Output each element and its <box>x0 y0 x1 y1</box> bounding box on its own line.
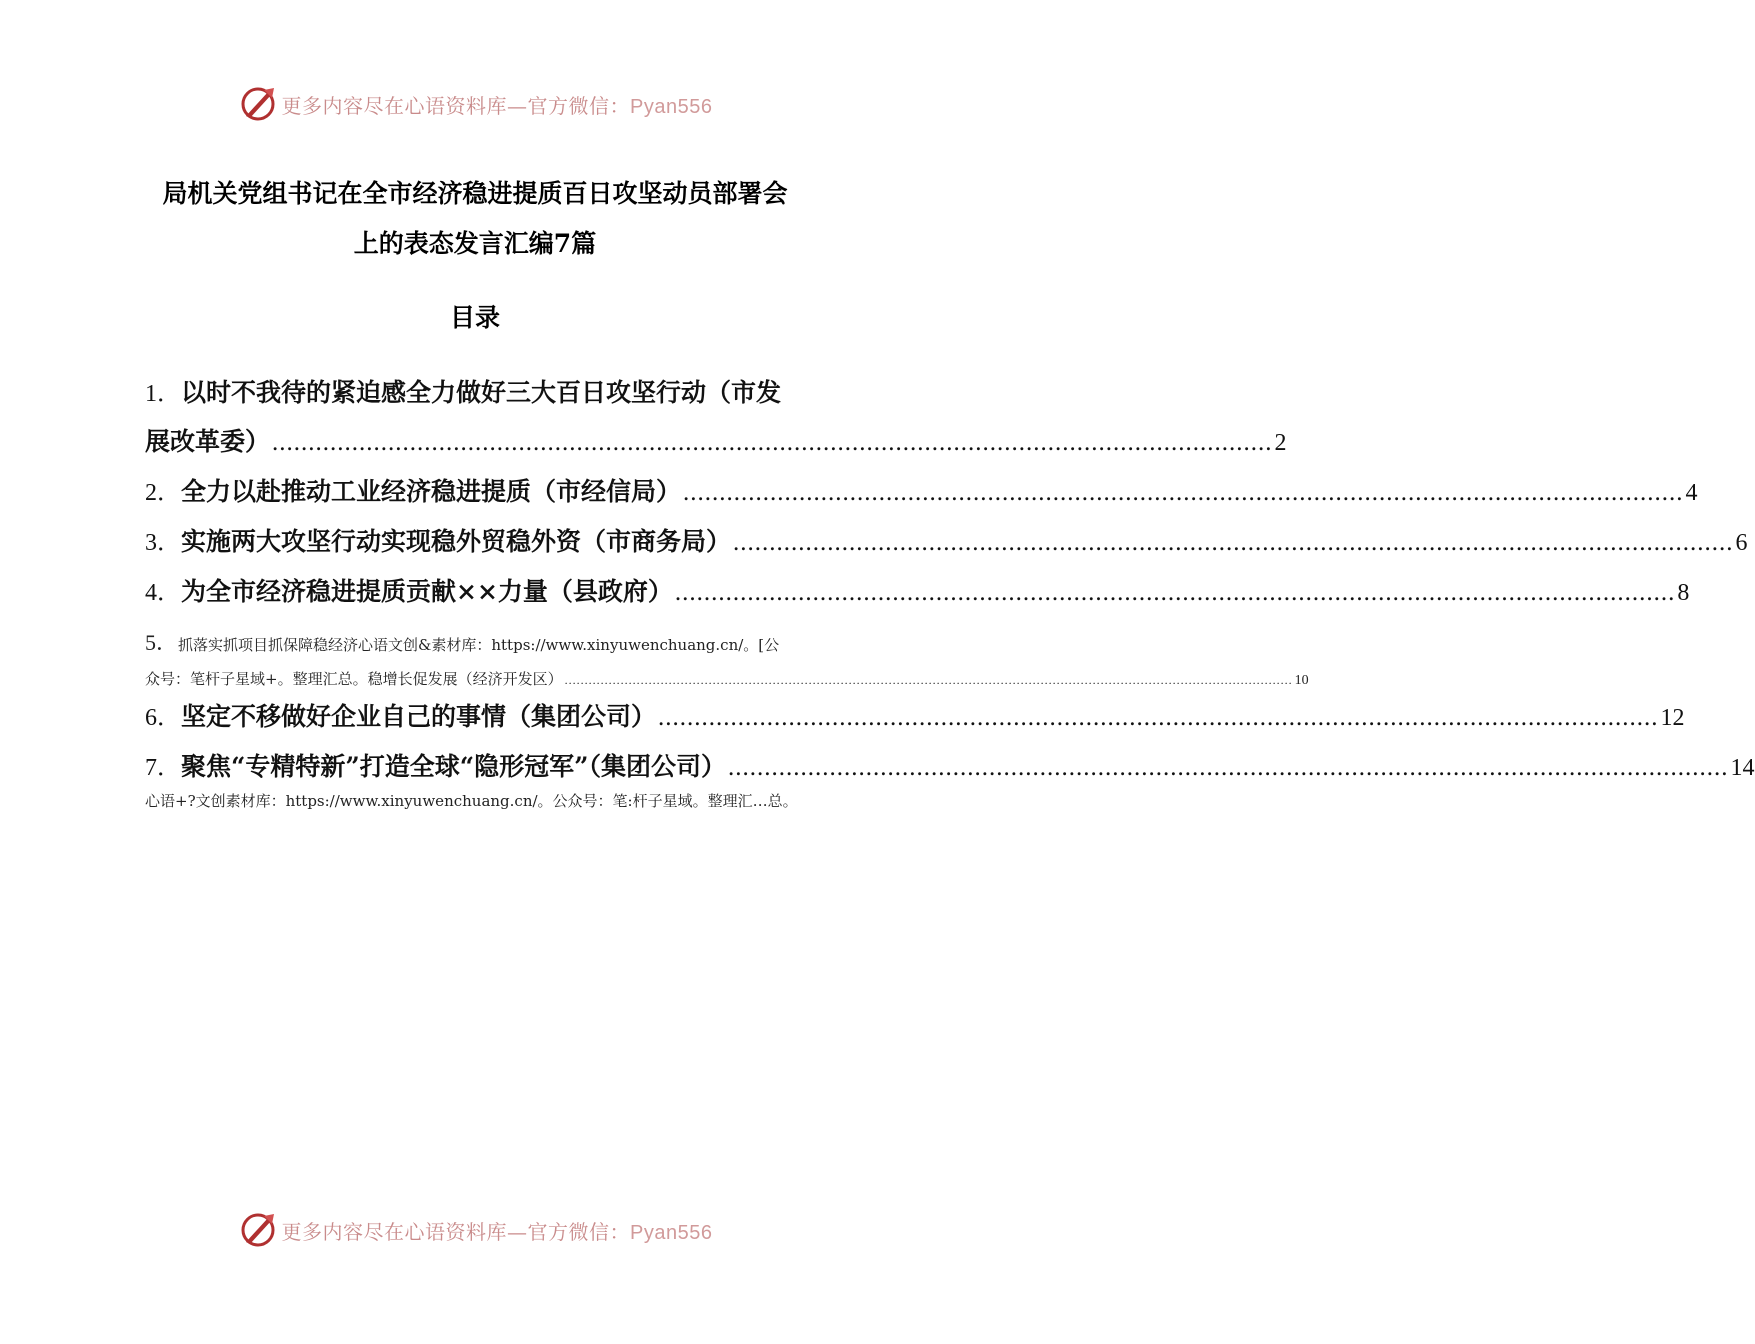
header-watermark <box>0 82 950 126</box>
toc-entry-number: 7． <box>145 755 181 781</box>
toc-entry-number: 4． <box>145 580 181 606</box>
leader-dots: .......................................................................................................................................... <box>733 529 1734 556</box>
toc-entry-page: 14 <box>1730 755 1755 781</box>
banner-text <box>282 1216 713 1245</box>
toc-entry-3[interactable] <box>145 522 1748 562</box>
toc-entry-5-line2[interactable] <box>145 664 1309 694</box>
toc-entry-number: 6． <box>145 705 181 731</box>
banner-handle: Pyan556 <box>630 1221 713 1244</box>
toc-entry-page: 2 <box>1274 430 1287 456</box>
toc-entry-title: 抓落实抓项目抓保障稳经济心语文创&素材库：https://www.xinyuwenchuang.cn/。[公 <box>178 636 780 654</box>
toc-entry-1-line1[interactable] <box>145 373 850 413</box>
toc-entry-title: 聚焦“专精特新”打造全球“隐形冠军”（集团公司） <box>181 752 727 781</box>
banner-text <box>282 90 713 119</box>
banner-handle: Pyan556 <box>630 95 713 118</box>
toc-entry-page: 12 <box>1660 705 1685 731</box>
toc-entry-page: 6 <box>1735 530 1748 556</box>
toc-entry-title: 以时不我待的紧迫感全力做好三大百日攻坚行动（市发 <box>181 378 782 407</box>
document-title-line1: 局机关党组书记在全市经济稳进提质百日攻坚动员部署会 <box>162 179 788 208</box>
toc-entry-6[interactable] <box>145 697 1685 737</box>
toc-entry-title: 全力以赴推动工业经济稳进提质（市经信局） <box>181 477 682 506</box>
leader-dots: .......................................................................................................................................... <box>272 429 1273 456</box>
toc-entry-title: 坚定不移做好企业自己的事情（集团公司） <box>181 702 657 731</box>
toc-entry-page: 10 <box>1294 673 1309 688</box>
toc-entry-1-line2[interactable] <box>145 422 1287 462</box>
footer-watermark <box>0 1208 950 1252</box>
toc-entry-page: 8 <box>1677 580 1690 606</box>
leader-dots: ...................................................................................................................................................................................... <box>564 673 1293 687</box>
banner-label: 更多内容尽在心语资料库—官方微信： <box>281 93 631 118</box>
toc-entry-4[interactable] <box>145 572 1690 612</box>
toc-entry-7[interactable] <box>145 747 1755 787</box>
toc-entry-number: 1． <box>145 381 181 407</box>
toc-entry-2[interactable] <box>145 472 1698 512</box>
leader-dots: .......................................................................................................................................... <box>728 754 1729 781</box>
toc-entry-number: 5． <box>145 630 179 655</box>
leader-dots: .......................................................................................................................................... <box>683 479 1684 506</box>
toc-entry-5-line1[interactable] <box>145 628 850 658</box>
toc-entry-title: 为全市经济稳进提质贡献××力量（县政府） <box>181 577 673 606</box>
toc-entry-page: 4 <box>1685 480 1698 506</box>
toc-entry-number: 3． <box>145 530 181 556</box>
toc-entry-number: 2． <box>145 480 181 506</box>
leader-dots: .......................................................................................................................................... <box>658 704 1659 731</box>
quill-logo-icon <box>238 84 278 124</box>
footnote-text: 心语+?文创素材库：https://www.xinyuwenchuang.cn/。公众号：笔:杆子星域。整理汇…总。 <box>145 792 798 810</box>
toc-heading: 目录 <box>449 303 500 332</box>
toc-entry-title-cont: 展改革委） <box>145 427 271 456</box>
toc-entry-title-cont: 众号：笔杆子星域+。整理汇总。稳增长促发展（经济开发区） <box>145 670 563 688</box>
quill-logo-icon <box>238 1210 278 1250</box>
toc-entry-title: 实施两大攻坚行动实现稳外贸稳外资（市商务局） <box>181 527 732 556</box>
banner-label: 更多内容尽在心语资料库—官方微信： <box>281 1219 631 1244</box>
leader-dots: .......................................................................................................................................... <box>674 579 1676 606</box>
document-title-line2: 上的表态发言汇编7篇 <box>353 229 597 258</box>
